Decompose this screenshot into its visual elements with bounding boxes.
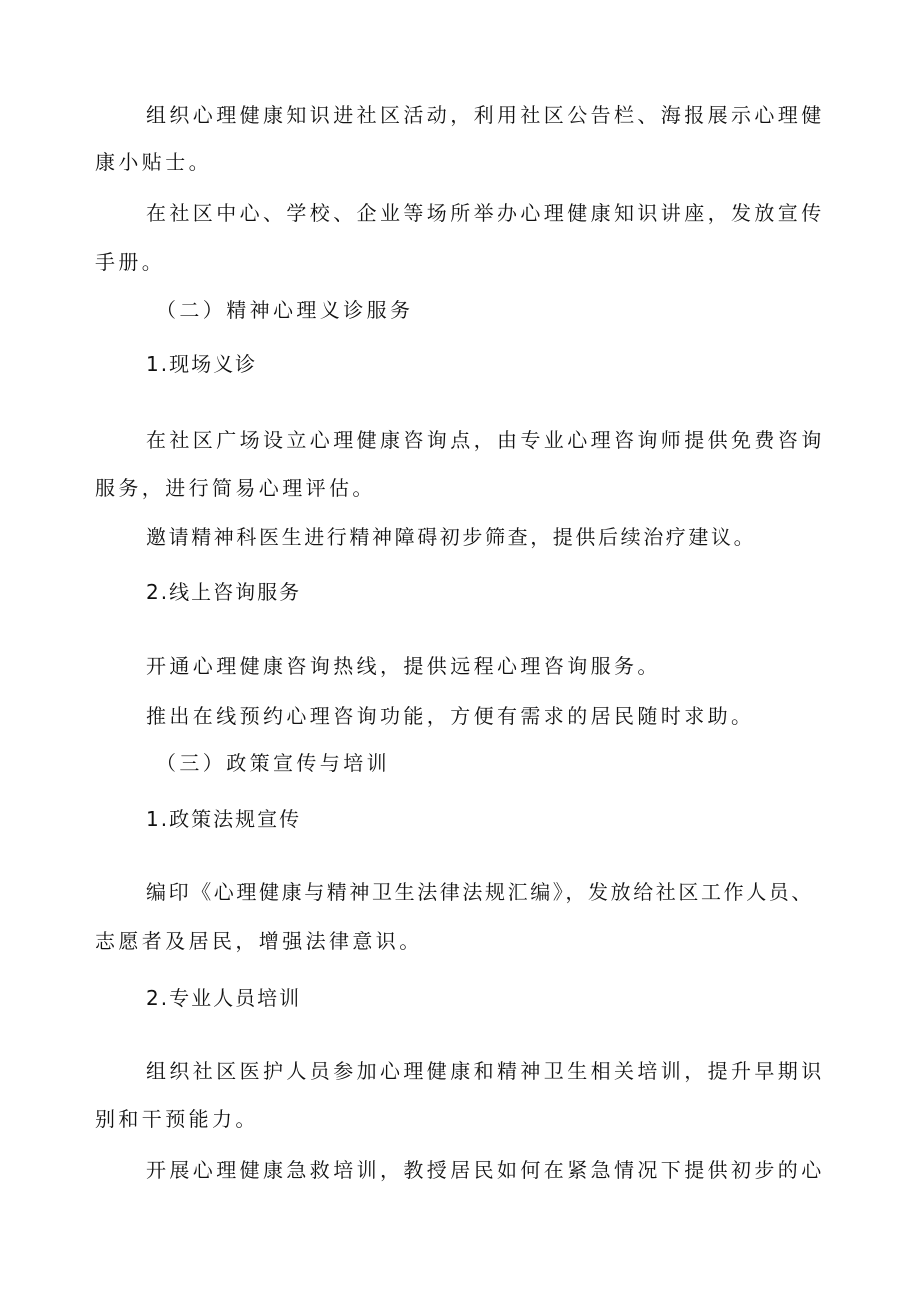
paragraph-line: 开展心理健康急救培训，教授居民如何在紧急情况下提供初步的心: [146, 1158, 825, 1182]
paragraph-line: 服务，进行简易心理评估。: [95, 476, 376, 500]
paragraph-line: 邀请精神科医生进行精神障碍初步筛查，提供后续治疗建议。: [146, 525, 757, 549]
section-heading: （二）精神心理义诊服务: [156, 298, 414, 322]
paragraph-line: 志愿者及居民，增强法律意识。: [95, 929, 423, 953]
subsection-heading: 2.线上咨询服务: [146, 580, 302, 604]
section-heading: （三）政策宣传与培训: [156, 751, 390, 775]
paragraph-line: 组织心理健康知识进社区活动，利用社区公告栏、海报展示心理健: [146, 103, 825, 127]
paragraph-line: 康小贴士。: [95, 150, 212, 174]
subsection-heading: 2.专业人员培训: [146, 986, 302, 1010]
paragraph-line: 手册。: [95, 250, 166, 274]
paragraph-line: 开通心理健康咨询热线，提供远程心理咨询服务。: [146, 654, 661, 678]
subsection-heading: 1.政策法规宣传: [146, 807, 302, 831]
paragraph-line: 推出在线预约心理咨询功能，方便有需求的居民随时求助。: [146, 704, 755, 728]
paragraph-line: 组织社区医护人员参加心理健康和精神卫生相关培训，提升早期识: [146, 1059, 825, 1083]
paragraph-line: 编印《心理健康与精神卫生法律法规汇编》，发放给社区工作人员、: [146, 880, 814, 904]
paragraph-line: 在社区中心、学校、企业等场所举办心理健康知识讲座，发放宣传: [146, 201, 825, 225]
paragraph-line: 别和干预能力。: [95, 1107, 259, 1131]
paragraph-line: 在社区广场设立心理健康咨询点，由专业心理咨询师提供免费咨询: [146, 428, 825, 452]
subsection-heading: 1.现场义诊: [146, 352, 258, 376]
